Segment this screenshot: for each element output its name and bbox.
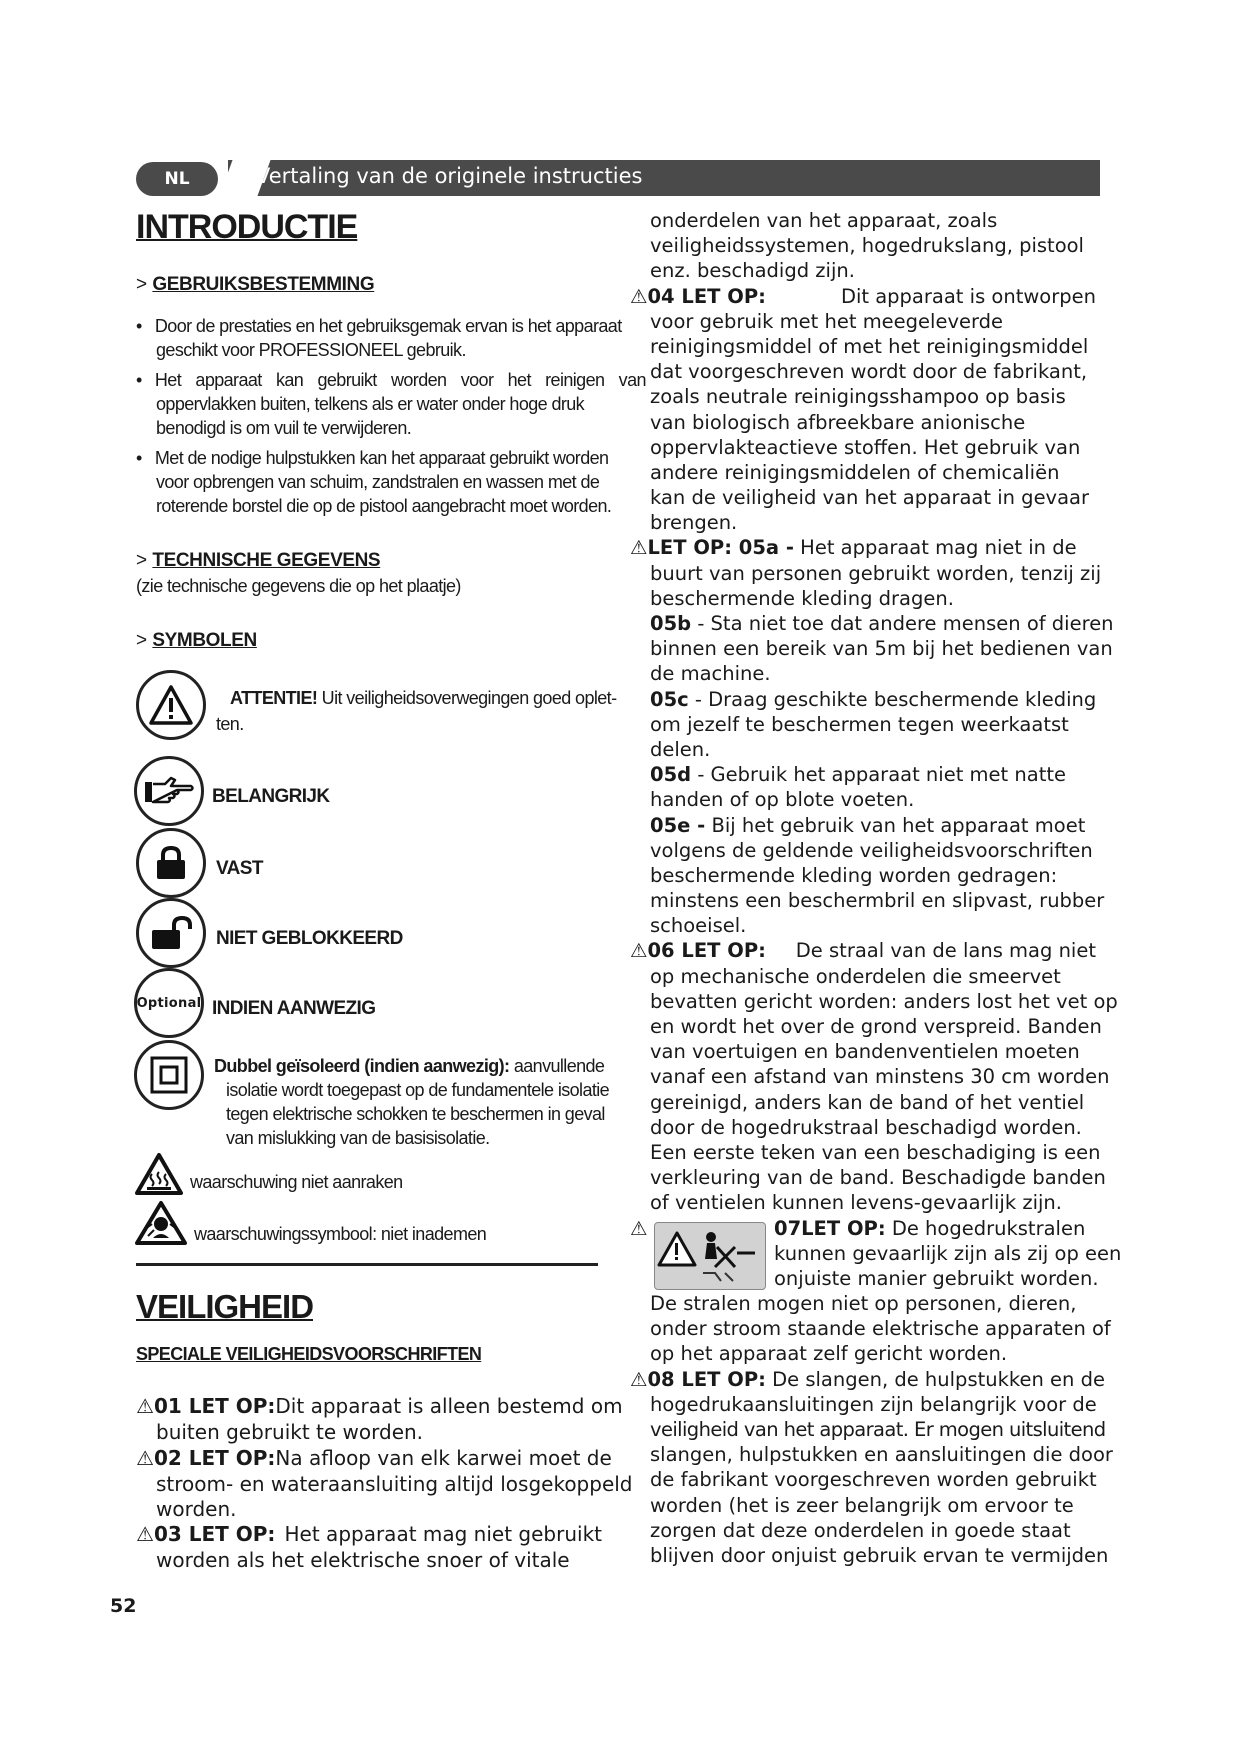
double-square-icon <box>150 1056 188 1094</box>
warning-05a-line: beschermende kleding dragen. <box>650 586 954 610</box>
warning-08-line: worden (het is zeer belangrijk om ervoor te <box>650 1493 1074 1517</box>
warning-04-line: zoals neutrale reinigingsshampoo op basis <box>650 385 1066 409</box>
warning-04-line: reinigingsmiddel of met het reinigingsmiddel <box>650 334 1089 358</box>
warning-06-line: verkleuring van de band. Beschadigde banden <box>650 1166 1106 1190</box>
warning-06-line: vanaf een afstand van minstens 30 cm worden <box>650 1065 1110 1089</box>
warning-05a-line: buurt van personen gebruikt worden, tenzij zij <box>650 561 1102 585</box>
warning-icon: ⚠ <box>136 1446 154 1470</box>
double-insulated-line-3: van mislukking van de basisisolatie. <box>226 1128 490 1148</box>
continuation-line-2: veiligheidssystemen, hogedrukslang, pistool <box>650 234 1084 258</box>
double-insulated-text: Dubbel geïsoleerd (indien aanwezig): aanvullende <box>214 1056 605 1076</box>
list-item-bullet-2-cont2: benodigd is om vuil te verwijderen. <box>156 418 412 438</box>
warning-06-line: of ventielen kunnen levens-gevaarlijk zijn. <box>650 1191 1062 1215</box>
warning-05d: 05d - Gebruik het apparaat niet met natte <box>650 763 1066 787</box>
warning-06-line: op mechanische onderdelen die smeervet <box>650 964 1061 988</box>
safety-title: VEILIGHEID <box>136 1288 314 1325</box>
warning-08-line: de fabrikant voorgeschreven worden gebruikt <box>650 1468 1097 1492</box>
tech-heading: > TECHNISCHE GEGEVENS <box>136 550 381 571</box>
right-column <box>630 208 1122 1568</box>
warning-06: ⚠06 LET OP: De straal van de lans mag niet <box>630 939 1096 963</box>
list-item-bullet-3: • Met de nodige hulpstukken kan het apparaat gebruikt worden <box>136 448 609 468</box>
warning-06-line: en wordt het over de grond verspreid. Banden <box>650 1015 1102 1038</box>
warning-05e-line: volgens de geldende veiligheidsvoorschriften <box>650 838 1093 862</box>
section-divider <box>136 1263 598 1266</box>
warning-triangle-icon <box>148 684 194 726</box>
attention-symbol <box>136 670 206 740</box>
warning-06-line: door de hogedrukstraal beschadigd worden. <box>650 1115 1082 1139</box>
warning-08-line: veiligheid van het apparaat. Er mogen uitsluitend <box>650 1418 1106 1442</box>
warning-05c-line: delen. <box>650 737 711 761</box>
optional-symbol <box>134 968 204 1038</box>
warning-08-line: hogedrukaansluitingen zijn belangrijk voor de <box>650 1392 1097 1416</box>
inhalation-warning-icon <box>134 1200 188 1246</box>
list-item-bullet-1-cont: geschikt voor PROFESSIONEEL gebruik. <box>156 340 466 360</box>
continuation-line-3: enz. beschadigd zijn. <box>650 259 855 283</box>
important-symbol <box>134 756 204 826</box>
warning-08-line: zorgen dat deze onderdelen in goede staat <box>650 1518 1071 1542</box>
warning-icon: ⚠ <box>630 284 648 308</box>
intro-title: INTRODUCTIE <box>136 208 358 246</box>
header-title: Vertaling van de originele instructies <box>256 164 643 188</box>
warning-06-line: gereinigd, anders kan de band of het ventiel <box>650 1090 1085 1114</box>
safety-item-01: ⚠01 LET OP: Dit apparaat is alleen bestemd om buiten gebruikt te worden. <box>136 1394 623 1444</box>
warning-05b-line: de machine. <box>650 662 771 686</box>
important-label: BELANGRIJK <box>212 786 330 807</box>
warning-icon: ⚠ <box>630 939 648 963</box>
double-insulated-line-2: tegen elektrische schokken te beschermen in geval <box>226 1104 605 1124</box>
no-inhale-symbol <box>134 1200 188 1250</box>
warning-08-line: blijven door onjuist gebruik ervan te vermijden <box>650 1543 1109 1567</box>
locked-symbol <box>136 828 206 898</box>
list-item-bullet-3-cont2: roterende borstel die op de pistool aangebracht moet worden. <box>156 496 612 516</box>
jet-hazard-pictogram <box>654 1222 766 1290</box>
warning-07-first: 07LET OP: De hogedrukstralen <box>774 1216 1086 1240</box>
warning-04-line: voor gebruik met het meegeleverde <box>650 309 1004 333</box>
safety-item-02: ⚠02 LET OP: Na afloop van elk karwei moet de stroom- en wateraansluiting altijd losgekoppeld worden. <box>136 1446 633 1521</box>
attention-text-cont: ten. <box>216 714 244 734</box>
warning-05e-line: minstens een beschermbril en slipvast, rubber <box>650 889 1105 913</box>
warning-07-side: kunnen gevaarlijk zijn als zij op een <box>774 1241 1122 1265</box>
hot-surface-warning-icon <box>134 1152 184 1196</box>
warning-04-line: dat voorgeschreven wordt door de fabrikant, <box>650 360 1088 384</box>
warning-05e-line: beschermende kleding worden gedragen: <box>650 863 1058 887</box>
warning-04-line: kan de veiligheid van het apparaat in gevaar <box>650 486 1090 510</box>
warning-06-line: van voertuigen en bandenventielen moeten <box>650 1040 1080 1064</box>
warning-06-line: bevatten gericht worden: anders lost het vet op <box>650 989 1118 1013</box>
warning-icon: ⚠ <box>630 1216 648 1240</box>
warning-04-line: oppervlakteactieve stoffen. Het gebruik van <box>650 435 1081 459</box>
warning-04: ⚠04 LET OP: Dit apparaat is ontworpen <box>630 284 1096 308</box>
warning-07-line: De stralen mogen niet op personen, dieren, <box>650 1292 1077 1316</box>
padlock-open-icon <box>148 915 194 951</box>
list-item-bullet-2: • Het apparaat kan gebruikt worden voor het reinigen van <box>136 370 646 390</box>
warning-05b-line: binnen een bereik van 5m bij het bedienen van <box>650 637 1113 661</box>
warning-icon: ⚠ <box>630 536 648 560</box>
usage-heading: > GEBRUIKSBESTEMMING <box>136 274 375 295</box>
warning-icon: ⚠ <box>136 1522 154 1546</box>
warning-06-line: Een eerste teken van een beschadiging is een <box>650 1140 1101 1164</box>
page-header <box>136 160 1100 196</box>
optional-label: INDIEN AANWEZIG <box>212 998 376 1019</box>
warning-05a: ⚠LET OP: 05a - Het apparaat mag niet in de <box>630 536 1077 560</box>
list-item-bullet-3-cont: voor opbrengen van schuim, zandstralen en wassen met de <box>156 472 600 492</box>
warning-icon: ⚠ <box>136 1394 154 1418</box>
warning-07-line: op het apparaat zelf gericht worden. <box>650 1342 1008 1366</box>
language-badge: NL <box>136 162 218 196</box>
warning-08-line: slangen, hulpstukken en aansluitingen die door <box>650 1443 1113 1467</box>
warning-05e: 05e - Bij het gebruik van het apparaat moet <box>650 813 1086 837</box>
warning-07-line: onder stroom staande elektrische apparaten of <box>650 1317 1111 1341</box>
tech-text: (zie technische gegevens die op het plaatje) <box>136 576 461 596</box>
warning-05d-line: handen of op blote voeten. <box>650 788 915 812</box>
warning-04-line: andere reinigingsmiddelen of chemicaliën <box>650 460 1060 484</box>
continuation-line-1: onderdelen van het apparaat, zoals <box>650 209 998 232</box>
warning-04-line: van biologisch afbreekbare anionische <box>650 410 1026 434</box>
jet-hazard-icon <box>655 1223 765 1289</box>
double-insulated-line-1: isolatie wordt toegepast op de fundamentele isolatie <box>226 1080 610 1100</box>
double-insulated-symbol <box>134 1040 204 1110</box>
unlocked-symbol <box>136 898 206 968</box>
hot-surface-label: waarschuwing niet aanraken <box>190 1172 403 1192</box>
warning-08: ⚠08 LET OP: De slangen, de hulpstukken en de <box>630 1367 1105 1391</box>
padlock-closed-icon <box>154 845 188 881</box>
warning-04-line: brengen. <box>650 511 738 535</box>
safety-item-03: ⚠03 LET OP: Het apparaat mag niet gebruikt worden als het elektrische snoer of vitale <box>136 1522 602 1572</box>
list-item-bullet-1: • Door de prestaties en het gebruiksgemak ervan is het apparaat <box>136 316 622 336</box>
hot-surface-symbol <box>134 1152 184 1200</box>
warning-07-side: onjuiste manier gebruikt worden. <box>774 1266 1099 1290</box>
warning-05e-line: schoeisel. <box>650 914 747 938</box>
unlocked-label: NIET GEBLOKKEERD <box>216 928 403 949</box>
safety-subtitle: SPECIALE VEILIGHEIDSVOORSCHRIFTEN <box>136 1344 482 1364</box>
list-item-bullet-2-cont: oppervlakken buiten, telkens als er water onder hoge druk <box>156 394 585 414</box>
symbols-heading: > SYMBOLEN <box>136 630 257 651</box>
warning-05b: 05b - Sta niet toe dat andere mensen of dieren <box>650 612 1114 635</box>
page-number: 52 <box>110 1595 137 1617</box>
warning-05c: 05c - Draag geschikte beschermende kleding <box>650 687 1097 711</box>
warning-icon: ⚠ <box>630 1367 648 1391</box>
locked-label: VAST <box>216 858 263 879</box>
attention-text: ATTENTIE! Uit veiligheidsoverwegingen goed oplet- <box>230 688 617 708</box>
pointing-hand-icon <box>143 774 195 808</box>
warning-05c-line: om jezelf te beschermen tegen weerkaatst <box>650 712 1069 736</box>
no-inhale-label: waarschuwingssymbool: niet inademen <box>194 1224 487 1244</box>
optional-icon-text: Optional <box>136 995 202 1011</box>
warning-07 <box>630 1216 1122 1292</box>
